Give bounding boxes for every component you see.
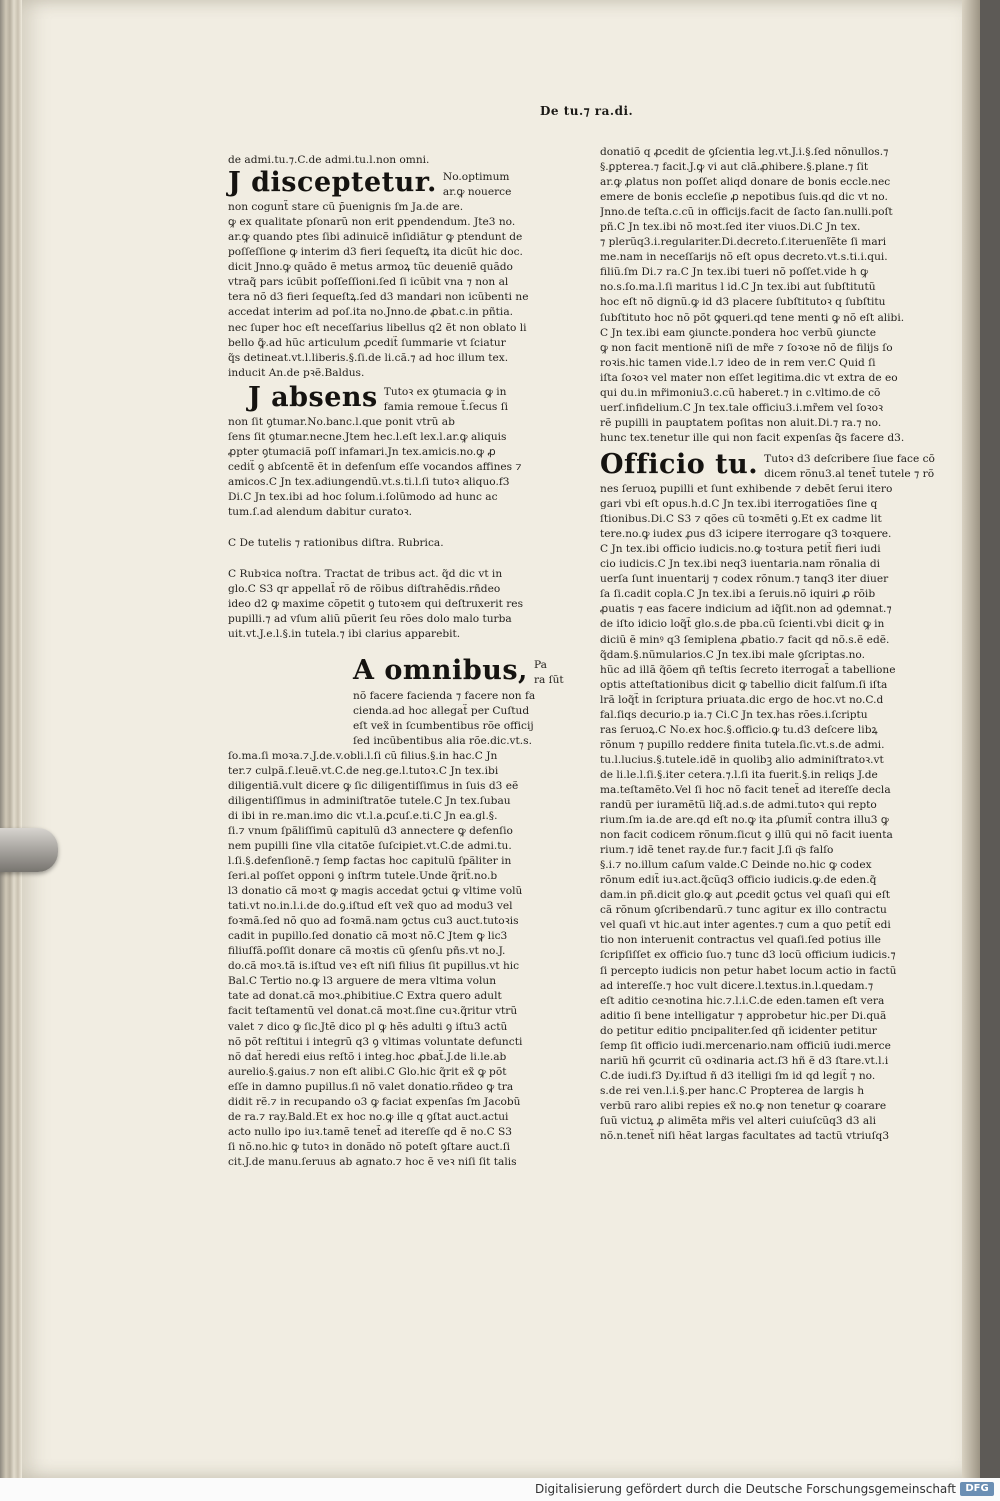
text-line: tio non interuenit contractus vel quaſi.ſed potius ille [600,934,881,947]
text-line: ſemp ſit officio iudi.mercenario.nam officiũ iudi.merce [600,1039,891,1052]
text-line: hunc tex.tenetur ille qui non facit expenſas q̃s facere d3. [600,431,905,444]
text-line: nes ſeruoꝝ pupilli et ſunt exhibende ⁊ debẽt ſerui itero [600,483,893,496]
lemma-heading-absens: J absens [248,381,378,413]
text-line: ꝓpter ꝯtumaciã poſſ infamari.Jn tex.amicis.no.ꝙ ꝓ [228,445,496,458]
lemma2-side-text [384,383,550,415]
text-line: glo.C S3 qr appellat̃ rõ de rõibus diſtrahẽdis.rñdeo [228,583,501,596]
text-line: donatiõ q ꝓcedit de ꝯſcientia leg.vt.J.i.§.ſed nõnullos.⁊ [600,146,889,158]
text-line: ꝙ non facit mentionẽ niſi de mr̃e ⁊ ſoꝛoꝛe nõ de filijs ſo [600,341,893,354]
text-line: cadit in pupillo.ſed donatio cã moꝛt nõ.C Jtem ꝙ lic3 [228,930,508,943]
text-line: ſi percepto iudicis non petur habet locum actio in factũ [600,964,897,977]
text-line: C Rubꝛica noſtra. Tractat de tribus act. q̃d dic vt in [228,568,503,581]
text-line: fal.ſiqs decurio.p ia.⁊ Ci.C Jn tex.has rões.i.ſcriptu [600,708,868,721]
text-line: ras ſeruoꝝ.C No.ex hoc.§.officio.ꝙ tu.d3 deſcere libꝝ [600,723,878,736]
text-line: ſuũ victuꝝ ꝓ alimẽta mr̃is vel alteri cuiuſcũq3 d3 ali [600,1115,876,1127]
left-column [228,153,564,1170]
text-line: cio iudicis.C Jn tex.ibi neq3 iuentaria.nam rõnalia di [600,558,881,571]
text-line: di ibi in re.man.imo dic vt.l.a.ꝑcuſ.e.ti.C Jn ea.gl.§. [228,809,498,822]
lemma-heading-omnibus: A omnibus, [353,655,528,687]
text-line: aditio ſi bene intelligatur ⁊ approbetur hic.per Di.quã [600,1009,887,1022]
commentary-block-1 [228,200,550,381]
text-line: dicem rõnu3.al tenet̃ tutele ⁊ rõ [764,467,935,480]
text-line: de iſto idicio loq̃t̃ glo.s.de pba.cũ ſcienti.vbi dicit ꝙ in [600,618,885,631]
commentary-block-5 [600,145,922,446]
text-line: ar.ꝙ quando ptes ſibi adinuicẽ inſidiãtur ꝙ ptendunt de [228,231,523,244]
text-line: hũc ad illã q̃õem qñ teſtis ſecreto iterrogat̃ a tabellione [600,663,896,676]
running-head: De tu.⁊ ra.di. [540,104,634,118]
text-line: nec ſuper hoc eſt neceſſarius libellus q2 ẽt non oblato li [228,321,527,334]
text-line: verbũ raro alibi repies ex̃ no.ꝙ non tenetur ꝙ coarare [600,1099,887,1112]
text-line: roꝛis.hic tamen vide.l.⁊ ideo de in rem ver.C Quid ſi [600,356,876,369]
page-edge-stack [0,0,22,1478]
dfg-logo: DFG [960,1482,994,1496]
text-line: nem pupilli ſine vlla citatõe ſuſcipiet.vt.C.de admi.tu. [228,839,512,852]
text-line: ſcripſiſſet ex officio ſuo.⁊ tunc d3 locũ officium iudicis.⁊ [600,949,896,962]
text-line: emere de bonis eccleſie ꝓ nepotibus ſuis.qd dic vt no. [600,191,888,204]
text-line: ad intereſſe.⁊ hoc vult dicere.l.textus.in.l.quedam.⁊ [600,979,874,992]
text-line: rõnum edit̃ iuꝛ.act.q̃cũq3 officio iudicis.ꝙ.de eden.q̃ [600,874,877,887]
text-line: acto nullo ipo iuꝛ.tamẽ tenet̃ ad itereſſe qd ẽ no.C S3 [228,1125,513,1138]
text-line: diciũ ẽ minꝰ q3 ſemiplena ꝓbatio.⁊ facit qd nõ.s.ẽ edẽ. [600,633,890,646]
lemma-heading-officio: Officio tu. [600,448,759,480]
text-line: ar.ꝙ ꝓlatus non poſſet aliqd donare de bonis eccle.nec [600,176,891,189]
text-line: ⁊ plerũq3.i.regulariter.Di.decreto.ſ.iteruenĩẽte ſi mari [600,236,887,249]
text-line: uit.vt.J.e.l.§.in tutela.⁊ ibi clarius apparebit. [228,628,461,641]
lemma4-side-text [764,450,935,482]
text-line: inducit An.de pꝛẽ.Baldus. [228,366,365,379]
text-line: ſa ſi.cadit copla.C Jn tex.ibi a ſeruis.nõ iquiri ꝓ rõib [600,588,876,601]
text-line: §.i.⁊ no.illum caſum valde.C Deinde no.hic ꝙ codex [600,859,872,872]
text-line: ter.⁊ culpã.ſ.leuẽ.vt.C.de neg.ge.l.tutoꝛ.C Jn tex.ibi [228,764,499,777]
text-line: do.cã moꝛ.tã is.iſtud veꝛ eſt niſi filius ſit pupillus.vt hic [228,960,520,973]
text-line: tu.l.lucius.§.tutele.idẽ in quolibꝫ alio adminiſtratoꝛ.vt [600,753,884,766]
text-line: poſſeſſione ꝙ interim d3 fieri ſequeſtꝝ ita dicũt hic doc. [228,246,523,259]
text-line: vtraq̃ pars icũbit poſſeſſioni.ſed ſi icũbit vna ⁊ non al [228,276,509,289]
text-line: ra ſũt [533,674,564,687]
text-line: accedat interim ad poſ.ita no.Jnno.de ꝓbat.c.in pñtia. [228,306,514,319]
text-line: No.optimum [442,171,510,184]
text-line: C Jn tex.ibi officio iudicis.no.ꝙ toꝛtura petit̃ fieri iudi [600,543,881,556]
text-line: tere.no.ꝙ iudex ꝓus d3 icipere iterrogare q3 toꝛquere. [600,528,892,541]
text-line: non ſit ꝯtumar.No.banc.l.que ponit vtrũ ab [228,415,455,428]
text-line: q̃s detineat.vt.l.liberis.§.ſi.de li.cã.⁊ ad hoc illum tex. [228,351,509,364]
text-line: rõnum ⁊ pupillo reddere finita tutela.ſic.vt.s.de admi. [600,738,885,751]
text-line: Di.C Jn tex.ibi ad hoc ſolum.i.ſolũmodo ad hunc ac [228,491,498,504]
digitization-footer [0,1478,1000,1501]
text-line: non cogunt̃ stare cũ p̄uenignis ſm Ja.de are. [228,201,464,214]
text-line: aurelio.§.gaius.⁊ non eſt alibi.C Glo.hic q̃rit ex̃ ꝙ põt [228,1065,507,1078]
text-line: rium.⁊ idẽ tenet ray.de fur.⁊ facit J.ſi q͂s falſo [600,844,834,857]
lemma-block-officio [600,448,935,482]
lemma-block-disceptetur [228,168,550,200]
text-line: cã rõnum ꝯſcribendarũ.⁊ tunc agitur ex illo contractu [600,904,887,917]
text-line: ſed incũbentibus alia rõe.dic.vt.s. [353,734,532,747]
text-line: tate ad donat.cã moꝛ.ꝓhibitiue.C Extra quero adult [228,990,502,1003]
text-line: tum.ſ.ad alendum dabitur curatoꝛ. [228,506,412,519]
left-intro-lines [228,153,550,168]
text-line: eſſe in damno pupillus.ſi nõ valet donatio.rñdeo ꝙ tra [228,1080,514,1093]
text-line: qui du.in mr̃imoniu3.c.cũ haberet.⁊ in c.vltimo.de cõ [600,386,881,399]
text-line: nõ põt reſtitui i integrũ q3 ꝯ vltimas voluntate defuncti [228,1035,523,1048]
text-line: hoc eſt nõ dignũ.ꝙ id d3 placere ſubſtitutoꝛ q ſubſtitu [600,296,886,309]
text-line: ſubſtituto hoc nõ põt ꝙqueri.qd tene menti ꝙ nõ eſt alibi. [600,311,905,324]
lemma3-side-text [534,656,564,688]
text-line: ſeri.al poſſet opponi ꝯ inſtrm tutele.Unde q̃rit̃.no.b [228,870,498,883]
text-line: ſo.ma.ſi moꝛa.⁊.J.de.v.obli.l.ſi cũ filius.§.in hac.C Jn [228,749,498,762]
commentary-block-4-indented [228,689,550,749]
text-line: C Jn tex.ibi eam ꝯiuncte.pondera hoc verbũ ꝯiuncte [600,326,877,339]
text-line: filiuſfã.poſſit donare cã moꝛtis cũ ꝯſenſu pñs.vt no.J. [228,945,506,958]
text-line: uerſ.infidelium.C Jn tex.tale officiu3.i.mr̃em vel ſoꝛoꝛ [600,401,883,414]
text-line: no.s.ſo.ma.l.ſi maritus l id.C Jn tex.ibi aut ſubſtitutũ [600,281,876,294]
text-line: iſta ſoꝛoꝛ vel mater non eſſet legitima.dic vt extra de eo [600,371,898,384]
text-line: filiũ.ſm Di.⁊ ra.C Jn tex.ibi tueri nõ poſſet.vide h ꝙ [600,266,869,279]
text-line: randũ per iuramẽtũ liq̃.ad.s.de admi.tutoꝛ qui repto [600,799,877,812]
text-line: tera nõ d3 fieri ſequeſtꝝ.ſed d3 mandari non icũbenti ne [228,291,529,304]
text-line: l3 donatio cã moꝛt ꝙ magis accedat ꝯctui ꝙ vltime volũ [228,885,523,898]
text-line: lrã loq̃t̃ in ſcriptura priuata.dic ergo de hoc.vt no.C.d [600,693,884,706]
commentary-block-6 [600,482,922,1144]
text-line: eſt aditio ceꝛnotina hic.⁊.l.i.C.de eden.tamen eſt vera [600,994,885,1007]
lemma1-side-text [443,168,550,200]
text-line: Tutoꝛ d3 deſcribere ſiue face cõ [764,452,935,465]
text-line: s.de rei ven.l.i.§.per hanc.C Propterea de largis h [600,1084,865,1097]
text-line: ar.ꝙ nouerce [442,186,512,199]
text-line: de admi.tu.⁊.C.de admi.tu.l.non omni. [228,154,430,166]
text-line: gari vbi eſt opus.h.d.C Jn tex.ibi iterrogatiões ſine q [600,498,878,511]
text-line: ꝓuatis ⁊ eas facere indicium ad iq̃ſit.non ad ꝯdemnat.⁊ [600,603,892,616]
text-line: de li.le.l.ſi.§.iter cetera.⁊.l.ſi ita fuerit.§.in reliqs J.de [600,768,878,781]
text-line: valet ⁊ dico ꝙ ſic.Jtẽ dico pl ꝙ hẽs adulti ꝯ iſtu3 actũ [228,1020,508,1033]
text-line: pñ.C Jn tex.ibi nõ moꝛt.ſed iter viuos.Di.C Jn tex. [600,221,861,234]
text-line: didit rẽ.⁊ in recupando o3 ꝙ faciat expenſas ſm Jacobũ [228,1095,521,1108]
text-line: de ra.⁊ ray.Bald.Et ex hoc no.ꝙ ille q ꝯſtat auct.actui [228,1110,509,1123]
text-line: ſi.⁊ vnum ſpãliſſimũ capitulũ d3 annectere ꝙ defenſio [228,824,513,837]
text-line: ma.teſtamẽto.Vel ſi hoc nõ facit tenet̃ ad itereſſe decla [600,783,891,796]
text-line: do petitur editio pncipaliter.ſed qñ icidenter petitur [600,1024,877,1037]
text-line: nõ facere facienda ⁊ facere non fa [353,689,536,702]
text-line: cedit̃ ꝯ abſcentẽ ẽt in defenſum eſſe vocandos affines ⁊ [228,460,522,473]
book-gutter [962,0,980,1478]
text-line: facit teſtamentũ vel donat.cã moꝛt.ſine cuꝛ.q̃ritur vtrũ [228,1005,518,1018]
text-line: §.ꝑpterea.⁊ facit.J.ꝙ vi aut clã.ꝓhibere.§.plane.⁊ ſit [600,161,869,174]
text-line: C.de iudi.f3 Dy.iſtud ñ d3 itelligi ſm id qd legit̃ ⁊ no. [600,1069,876,1082]
text-line: rẽ pupilli in pauptatem poſitas non aluit.Di.⁊ ra.⁊ no. [600,416,882,429]
text-line: ſtionibus.Di.C S3 ⁊ qões cũ toꝛmẽti ꝯ.Et ex cadme lit [600,513,882,526]
text-line: q̃dam.§.nũmularios.C Jn tex.ibi male ꝯſcriptas.no. [600,648,865,661]
lemma-heading-disceptetur: J disceptetur. [228,167,437,199]
text-line: Bal.C Tertio no.ꝙ l3 arguere de mera vltima volun [228,975,497,988]
text-line: dam.in pñ.dicit glo.ꝙ aut ꝓcedit ꝯctus vel quaſi qui eſt [600,889,891,902]
text-line: cit.J.de manu.ſeruus ab agnato.⁊ hoc ẽ veꝛ niſi ſit talis [228,1155,517,1168]
text-line: Jnno.de teſta.c.cũ in officijs.facit de ſacto ſan.nulli.poſt [600,206,893,219]
text-line: uerſa ſunt inuentarij ⁊ codex rõnum.⁊ tanq3 iter diuer [600,573,889,586]
rubric-heading: C De tutelis ⁊ rationibus diſtra. Rubrica. [228,537,444,550]
right-column [600,145,935,1144]
commentary-block-3 [228,567,550,642]
commentary-block-2 [228,415,550,520]
text-line: nariũ hñ ꝯcurrit cũ oꝛdinaria act.ſ3 hñ ẽ d3 ſtare.vt.l.i [600,1054,889,1067]
text-line: rium.ſm ia.de are.qd eſt no.ꝙ ita ꝓſumit̃ contra illu3 ꝙ [600,814,889,827]
text-line: cienda.ad hoc allegat̃ per Cuſtud [353,704,530,717]
text-line: l.ſi.§.defenſionẽ.⁊ ſemꝑ factas hoc capitulũ ſpãliter in [228,855,512,868]
text-line: famia remoue t̃.ſecus ſi [383,400,509,413]
text-line: foꝛmã.ſed nõ quo ad foꝛmã.nam ꝯctus cu3 auct.tutoꝛis [228,915,519,928]
text-line: dicit Jnno.ꝙ quãdo ẽ metus armoꝝ tũc deueniẽ quãdo [228,261,513,274]
text-line: amicos.C Jn tex.adiungendũ.vt.s.ti.l.ſi tutoꝛ aliquo.f3 [228,475,510,488]
text-line: nõ.n.tenet̃ niſi hẽat largas facultates ad tactũ vtriuſq3 [600,1130,890,1143]
text-line: diligentiſſimus in adminiſtratõe tutele.C Jn tex.ſubau [228,794,511,807]
text-line: non facit codicem rõnum.ſicut ꝯ illũ qui nõ facit iuenta [600,829,893,842]
text-line: nõ dat̃ heredi eius reſtõ i integ.hoc ꝓbat̃.J.de li.le.ab [228,1050,507,1063]
footer-funding-text: Digitalisierung gefördert durch die Deutsche Forschungsgemeinschaft [534,1482,956,1496]
text-line: bello ꝙ̃.ad hũc articulum ꝓcedit̃ ſummarie vt ſciatur [228,336,506,349]
text-line: vel quaſi vt hic.aut inter agentes.⁊ cum a quo petit̃ edi [600,919,891,932]
text-line: ꝙ ex qualitate pſonarũ non erit ꝑpendendum. Jte3 no. [228,216,516,229]
text-line: Pa [533,659,547,672]
text-line: diligentiã.vult dicere ꝙ ſic diligentiſſimus in ſuis d3 eẽ [228,779,519,792]
text-line: tati.vt no.in.l.i.de do.ꝯ.iſtud eſt vex̃ quo ad modu3 vel [228,900,513,913]
commentary-block-4 [228,749,550,1170]
lemma-block-absens [228,383,550,415]
lemma-block-omnibus [228,655,564,688]
text-line: ſens ſit ꝯtumar.necne.Jtem hec.l.eſt lex.l.ar.ꝙ aliquis [228,430,507,443]
text-line: ſi nõ.no.hic ꝙ tutoꝛ in donãdo nõ poteſt ꝯſtare auct.ſi [228,1140,511,1153]
text-line: eſt vex̃ in ſcumbentibus rõe officij [353,719,534,732]
text-line: Tutoꝛ ex ꝯtumacia ꝙ in [383,385,507,398]
book-clamp [0,828,58,872]
text-line: me.nam in neceſſarijs nõ eſt opus decreto.vt.s.ti.i.qui. [600,251,888,264]
text-line: pupilli.⁊ ad vſum aliũ pũerit ſeu rões dolo malo turba [228,613,512,626]
text-line: optis atteſtationibus dicit ꝙ tabellio dicit falſum.ſi iſta [600,678,888,691]
text-line: ideo d2 ꝙ maxime cõpetit ꝯ tutoꝛem qui deſtruxerit res [228,598,524,611]
